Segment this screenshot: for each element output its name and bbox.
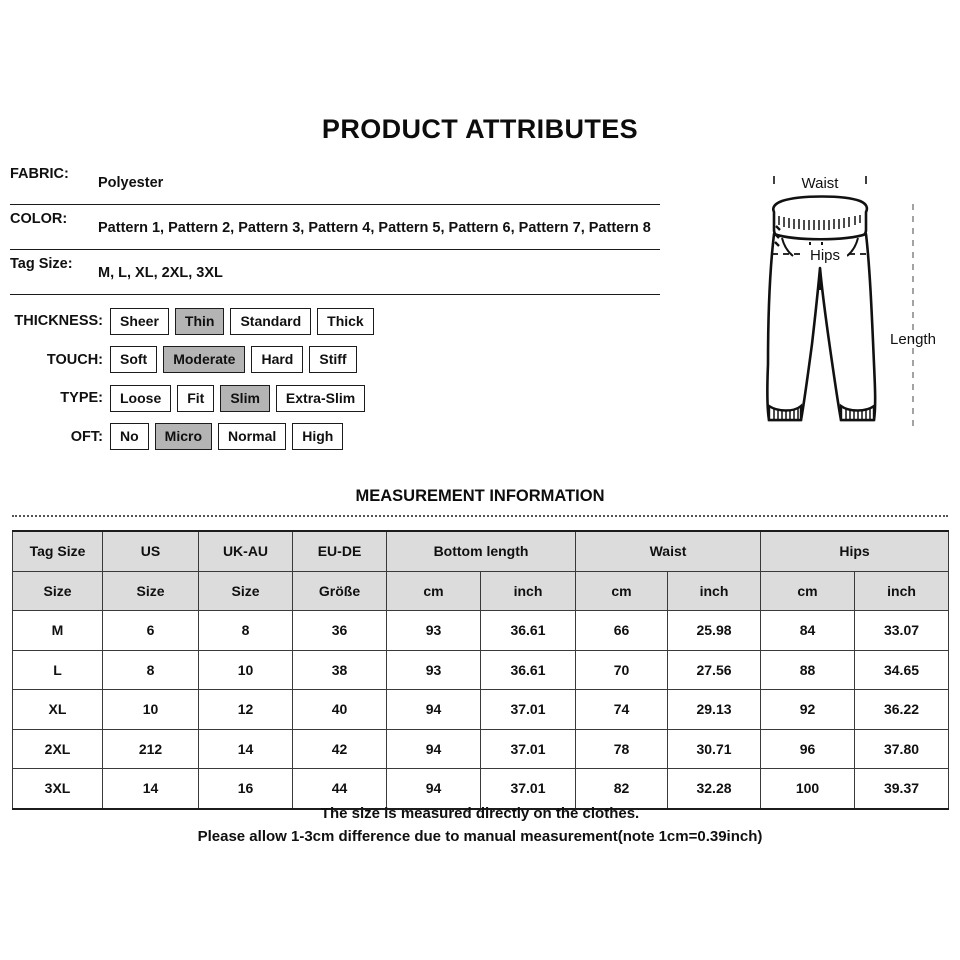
cell-waist-inch: 32.28 [668,769,761,809]
option-touch-moderate[interactable]: Moderate [163,346,245,373]
cell-us: 10 [103,690,199,730]
option-buttons-oft [110,423,343,450]
cell-waist-cm: 82 [576,769,668,809]
cell-tag-size: 2XL [13,729,103,769]
option-type-loose[interactable]: Loose [110,385,171,412]
option-type-slim[interactable]: Slim [220,385,270,412]
pants-diagram [748,168,958,458]
cell-bottom-inch: 36.61 [481,650,576,690]
cell-bottom-cm: 94 [387,769,481,809]
table-header-row-sub [13,571,949,611]
option-type-extra-slim[interactable]: Extra-Slim [276,385,365,412]
cell-uk-au: 14 [199,729,293,769]
option-groups [0,302,430,456]
attribute-value-color: Pattern 1, Pattern 2, Pattern 3, Pattern 4, Pattern 5, Pattern 6, Pattern 7, Pattern 8 [98,220,651,236]
option-group-label-type: TYPE: [60,390,103,407]
option-group-touch [0,341,430,380]
page-title: PRODUCT ATTRIBUTES [321,114,639,144]
sub-header-uk-au: Size [199,571,293,611]
cell-uk-au: 10 [199,650,293,690]
cell-hips-inch: 36.22 [855,690,949,730]
cell-us: 212 [103,729,199,769]
option-oft-micro[interactable]: Micro [155,423,212,450]
note-line-1: The size is measured directly on the clothes. [320,805,640,822]
option-thickness-thick[interactable]: Thick [317,308,374,335]
option-thickness-thin[interactable]: Thin [175,308,225,335]
cell-bottom-inch: 36.61 [481,611,576,651]
option-thickness-standard[interactable]: Standard [230,308,311,335]
option-touch-stiff[interactable]: Stiff [309,346,356,373]
cell-uk-au: 16 [199,769,293,809]
attribute-label-color: COLOR: [10,211,68,227]
sub-header-tag-size: Size [13,571,103,611]
option-group-label-thickness: THICKNESS: [14,313,103,330]
option-group-label-touch: TOUCH: [46,351,103,368]
option-thickness-sheer[interactable]: Sheer [110,308,169,335]
sub-header-us: Size [103,571,199,611]
cell-tag-size: XL [13,690,103,730]
sub-header-hips-inch: inch [855,571,949,611]
cell-waist-inch: 25.98 [668,611,761,651]
attribute-row-fabric [10,160,660,200]
footer-notes [0,802,960,848]
divider [10,294,660,295]
sub-header-waist-cm: cm [576,571,668,611]
cell-tag-size: L [13,650,103,690]
table-row [13,650,949,690]
pants-illustration-svg [748,168,958,458]
cell-uk-au: 8 [199,611,293,651]
option-group-thickness [0,302,430,341]
sub-header-eu-de: Größe [293,571,387,611]
waist-label: Waist [801,175,839,192]
cell-hips-inch: 37.80 [855,729,949,769]
option-touch-hard[interactable]: Hard [251,346,303,373]
option-touch-soft[interactable]: Soft [110,346,157,373]
cell-bottom-cm: 93 [387,611,481,651]
cell-us: 8 [103,650,199,690]
attribute-label-fabric: FABRIC: [10,166,69,182]
col-header-bottom-length: Bottom length [387,531,576,571]
cell-bottom-cm: 94 [387,690,481,730]
cell-eu-de: 38 [293,650,387,690]
cell-hips-inch: 34.65 [855,650,949,690]
hips-label: Hips [809,247,841,264]
attribute-row-tag-size [10,250,660,290]
sub-header-waist-inch: inch [668,571,761,611]
measurement-table [12,530,949,810]
table-body [13,611,949,809]
cell-hips-cm: 92 [761,690,855,730]
table-header-row-top [13,531,949,571]
option-group-label-oft: OFT: [70,428,103,445]
cell-bottom-cm: 93 [387,650,481,690]
attribute-label-tag-size: Tag Size: [10,256,73,272]
option-group-type [0,379,430,418]
cell-tag-size: M [13,611,103,651]
cell-bottom-inch: 37.01 [481,729,576,769]
cell-hips-cm: 88 [761,650,855,690]
cell-bottom-cm: 94 [387,729,481,769]
option-type-fit[interactable]: Fit [177,385,214,412]
col-header-uk-au: UK-AU [199,531,293,571]
cell-waist-inch: 27.56 [668,650,761,690]
col-header-eu-de: EU-DE [293,531,387,571]
cell-waist-cm: 74 [576,690,668,730]
cell-hips-inch: 39.37 [855,769,949,809]
table-row [13,729,949,769]
cell-us: 6 [103,611,199,651]
cell-waist-cm: 66 [576,611,668,651]
cell-hips-cm: 100 [761,769,855,809]
cell-waist-cm: 78 [576,729,668,769]
cell-hips-inch: 33.07 [855,611,949,651]
cell-hips-cm: 84 [761,611,855,651]
option-oft-high[interactable]: High [292,423,343,450]
waistband-shape [773,197,867,241]
option-oft-normal[interactable]: Normal [218,423,286,450]
cell-waist-inch: 30.71 [668,729,761,769]
cell-hips-cm: 96 [761,729,855,769]
cell-eu-de: 44 [293,769,387,809]
length-label: Length [890,331,936,348]
attribute-value-tag-size: M, L, XL, 2XL, 3XL [98,265,223,281]
col-header-waist: Waist [576,531,761,571]
cell-bottom-inch: 37.01 [481,769,576,809]
option-buttons-thickness [110,308,374,335]
cell-eu-de: 40 [293,690,387,730]
measurement-title: MEASUREMENT INFORMATION [355,487,605,505]
col-header-tag-size: Tag Size [13,531,103,571]
cell-eu-de: 36 [293,611,387,651]
cell-waist-cm: 70 [576,650,668,690]
attribute-row-color [10,205,660,245]
sub-header-bottom-inch: inch [481,571,576,611]
attributes-list [10,160,660,295]
note-line-2: Please allow 1-3cm difference due to manual measurement(note 1cm=0.39inch) [197,828,763,845]
table-row [13,611,949,651]
cell-tag-size: 3XL [13,769,103,809]
cell-waist-inch: 29.13 [668,690,761,730]
dotted-divider [12,515,948,517]
option-group-oft [0,418,430,457]
cell-uk-au: 12 [199,690,293,730]
attribute-value-fabric: Polyester [98,175,164,191]
table-row [13,690,949,730]
option-oft-no[interactable]: No [110,423,149,450]
cell-eu-de: 42 [293,729,387,769]
sub-header-bottom-cm: cm [387,571,481,611]
sub-header-hips-cm: cm [761,571,855,611]
option-buttons-touch [110,346,357,373]
cell-bottom-inch: 37.01 [481,690,576,730]
option-buttons-type [110,385,365,412]
cell-us: 14 [103,769,199,809]
col-header-us: US [103,531,199,571]
col-header-hips: Hips [761,531,949,571]
